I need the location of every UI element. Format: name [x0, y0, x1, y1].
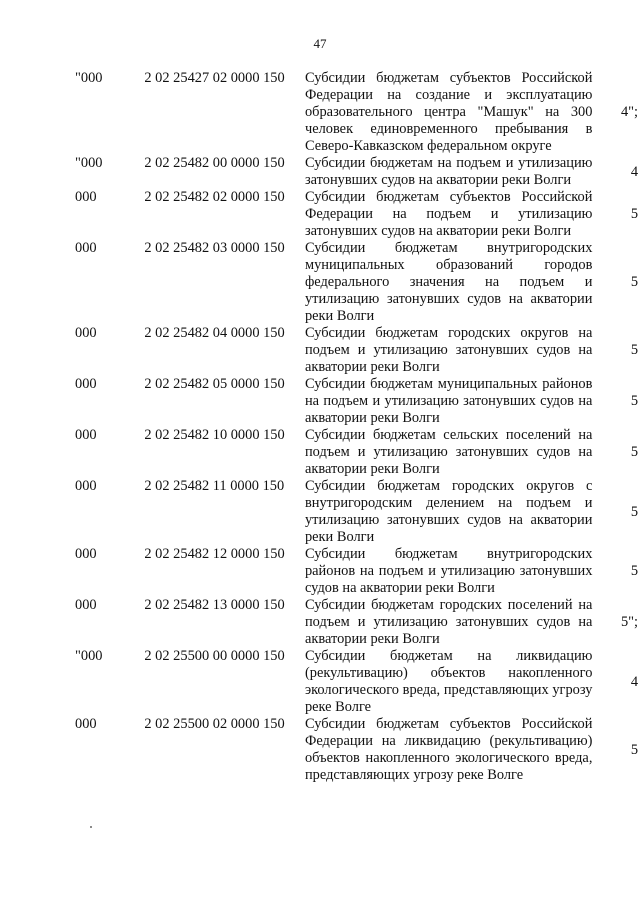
row-description: Субсидии бюджетам субъектов Российской Федерации на создание и эксплуатацию образовательного центра "Машук" на 300 человек единовременного пребывания в Северо-Кавказском федеральном округе — [304, 70, 593, 154]
row-prefix: "000 — [75, 70, 103, 86]
row-prefix: 000 — [75, 427, 97, 443]
row-value: 4 — [630, 673, 639, 690]
row-code: 2 02 25482 10 0000 150 — [144, 427, 285, 443]
row-code: 2 02 25482 04 0000 150 — [144, 325, 285, 341]
table-row — [0, 597, 640, 648]
row-description: Субсидии бюджетам городских округов с внутригородским делением на подъем и утилизацию затонувших судов на акватории реки Волги — [304, 478, 593, 545]
table-row — [0, 189, 640, 240]
budget-code-table — [0, 70, 640, 784]
row-value: 5 — [630, 393, 639, 409]
row-value: 5 — [630, 741, 639, 758]
row-prefix: 000 — [75, 716, 97, 732]
row-code: 2 02 25500 00 0000 150 — [144, 648, 285, 664]
row-description: Субсидии бюджетам городских округов на подъем и утилизацию затонувших судов на акватории реки Волги — [304, 325, 593, 375]
row-description: Субсидии бюджетам на подъем и утилизацию затонувших судов на акватории реки Волги — [304, 155, 593, 188]
row-value: 5 — [630, 342, 639, 358]
row-code: 2 02 25427 02 0000 150 — [144, 70, 285, 86]
row-prefix: "000 — [75, 155, 103, 171]
row-prefix: 000 — [75, 546, 97, 562]
row-description: Субсидии бюджетам сельских поселений на подъем и утилизацию затонувших судов на акватории реки Волги — [304, 427, 593, 477]
row-code: 2 02 25482 13 0000 150 — [144, 597, 285, 613]
row-prefix: 000 — [75, 325, 97, 341]
table-row — [0, 325, 640, 376]
row-description: Субсидии бюджетам внутригородских районов на подъем и утилизацию затонувших судов на акватории реки Волги — [304, 546, 593, 596]
row-code: 2 02 25482 11 0000 150 — [144, 478, 285, 494]
page-number: 47 — [313, 36, 327, 51]
row-value: 5 — [630, 503, 639, 520]
table-row — [0, 376, 640, 427]
row-value: 5 — [630, 444, 639, 460]
table-row — [0, 716, 640, 784]
row-code: 2 02 25482 02 0000 150 — [144, 189, 285, 205]
row-value: 5 — [630, 563, 639, 579]
row-prefix: 000 — [75, 240, 97, 256]
table-row — [0, 648, 640, 716]
row-prefix: 000 — [75, 376, 97, 392]
scan-speck — [90, 826, 92, 828]
row-value: 4 — [630, 163, 639, 180]
row-code: 2 02 25482 00 0000 150 — [144, 155, 285, 171]
row-description: Субсидии бюджетам субъектов Российской Федерации на ликвидацию (рекультивацию) объектов накопленного экологического вреда, представляющих угрозу реке Волге — [304, 716, 593, 783]
row-description: Субсидии бюджетам субъектов Российской Федерации на подъем и утилизацию затонувших судов на акватории реки Волги — [304, 189, 593, 239]
row-value: 5"; — [620, 614, 639, 630]
row-code: 2 02 25482 03 0000 150 — [144, 240, 285, 256]
row-prefix: "000 — [75, 648, 103, 664]
table-row — [0, 478, 640, 546]
row-code: 2 02 25482 05 0000 150 — [144, 376, 285, 392]
row-value: 5 — [630, 274, 639, 290]
row-description: Субсидии бюджетам внутригородских муниципальных образований городов федерального значения на подъем и утилизацию затонувших судов на акватории реки Волги — [304, 240, 593, 324]
row-code: 2 02 25482 12 0000 150 — [144, 546, 285, 562]
row-description: Субсидии бюджетам на ликвидацию (рекультивацию) объектов накопленного экологического вреда, представляющих угрозу реке Волге — [304, 648, 593, 715]
row-value: 5 — [630, 206, 639, 222]
table-row — [0, 70, 640, 155]
row-prefix: 000 — [75, 597, 97, 613]
table-row — [0, 546, 640, 597]
table-row — [0, 155, 640, 189]
row-description: Субсидии бюджетам городских поселений на подъем и утилизацию затонувших судов на акватории реки Волги — [304, 597, 593, 647]
row-prefix: 000 — [75, 478, 97, 494]
row-code: 2 02 25500 02 0000 150 — [144, 716, 285, 732]
row-prefix: 000 — [75, 189, 97, 205]
table-row — [0, 427, 640, 478]
row-value: 4"; — [620, 104, 639, 120]
row-description: Субсидии бюджетам муниципальных районов на подъем и утилизацию затонувших судов на акватории реки Волги — [304, 376, 593, 426]
table-row — [0, 240, 640, 325]
